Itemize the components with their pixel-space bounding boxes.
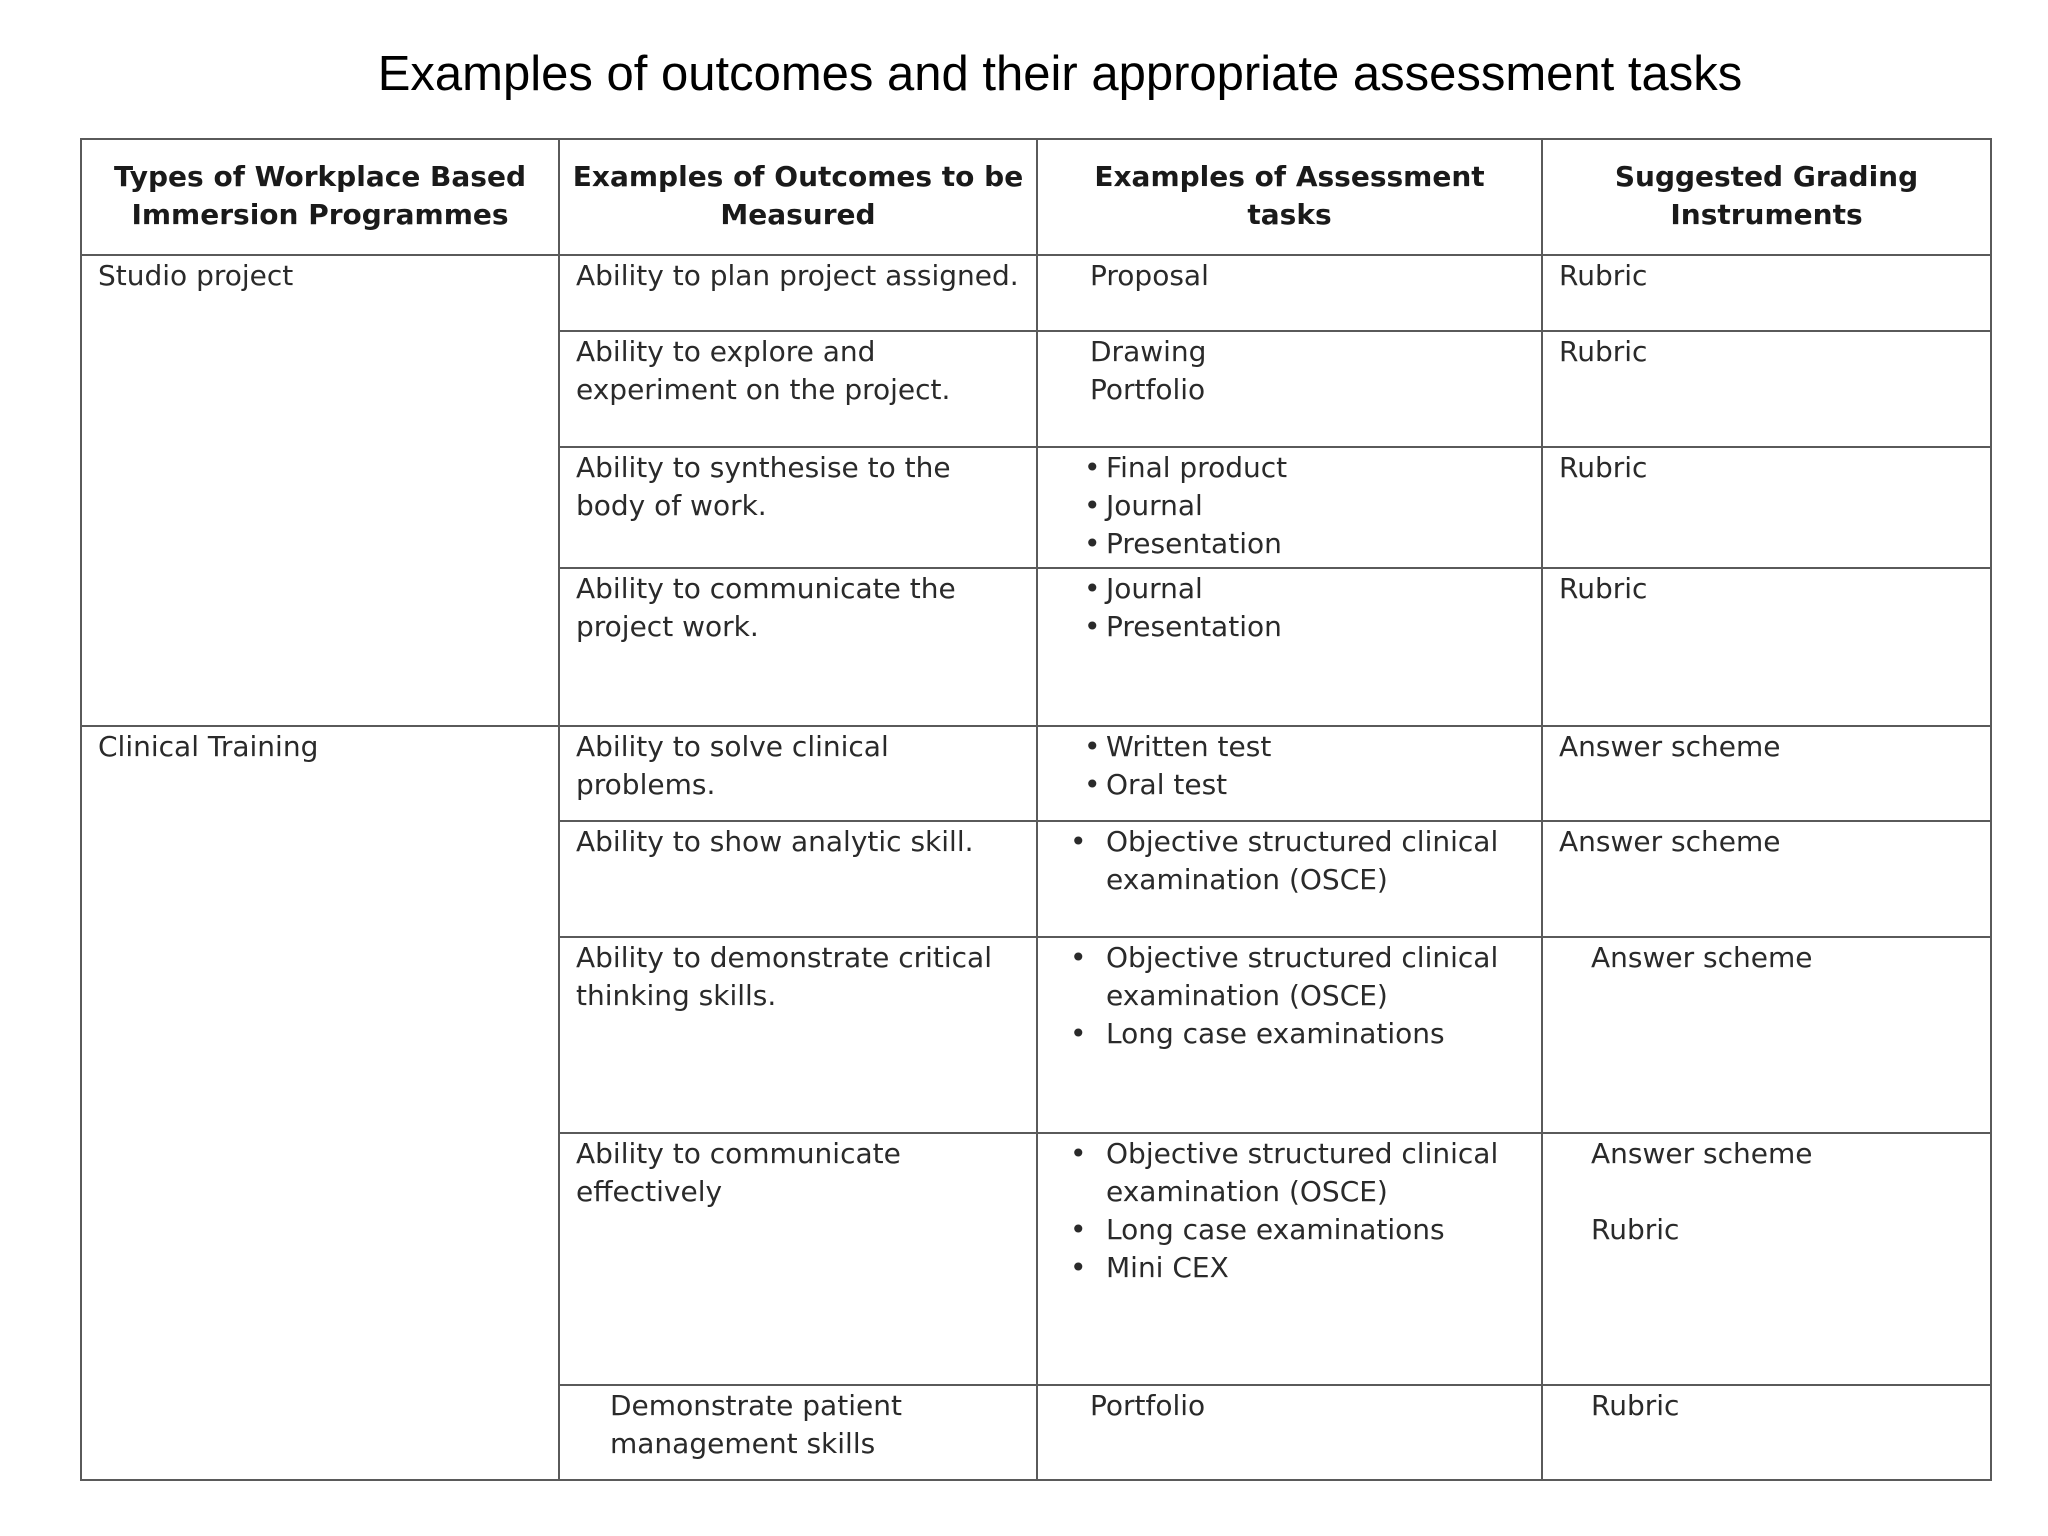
task-item: Drawing: [1090, 335, 1207, 368]
task-cell: Portfolio: [1037, 1385, 1542, 1480]
task-cell: [1037, 1133, 1542, 1385]
task-cell: Proposal: [1037, 255, 1542, 331]
bullet-icon: •: [1070, 1017, 1087, 1050]
task-item: • Journal: [1078, 487, 1525, 525]
bullet-icon: •: [1084, 572, 1101, 605]
task-cell: [1037, 447, 1542, 568]
task-item: • Presentation: [1078, 525, 1525, 563]
task-cell: [1037, 726, 1542, 821]
table-row: [81, 726, 1991, 821]
task-list: [1060, 939, 1525, 1053]
outcome-cell: Ability to communicate the project work.: [559, 568, 1037, 726]
grading-item: Answer scheme: [1591, 1137, 1813, 1170]
outcome-cell: Ability to solve clinical problems.: [559, 726, 1037, 821]
grading-cell: Answer scheme: [1542, 821, 1991, 937]
outcome-cell: Ability to synthesise to the body of work.: [559, 447, 1037, 568]
header-assessment-tasks: Examples of Assessment tasks: [1037, 139, 1542, 255]
outcome-cell: Ability to demonstrate critical thinking skills.: [559, 937, 1037, 1133]
task-cell: [1037, 937, 1542, 1133]
grading-cell: Rubric: [1542, 331, 1991, 447]
outcome-cell: Demonstrate patient management skills: [559, 1385, 1037, 1480]
task-item: • Journal: [1078, 570, 1525, 608]
bullet-icon: •: [1084, 489, 1101, 522]
grading-cell: Rubric: [1542, 568, 1991, 726]
task-item: • Written test: [1078, 728, 1525, 766]
task-item: • Final product: [1078, 449, 1525, 487]
task-item: • Mini CEX: [1060, 1249, 1525, 1287]
task-list: [1078, 570, 1525, 646]
grading-cell: Answer scheme: [1542, 937, 1991, 1133]
task-cell: [1037, 821, 1542, 937]
grading-cell: [1542, 1133, 1991, 1385]
header-programme-types: Types of Workplace Based Immersion Programmes: [81, 139, 559, 255]
task-item: Portfolio: [1090, 373, 1206, 406]
table-header-row: [81, 139, 1991, 255]
grading-cell: Rubric: [1542, 255, 1991, 331]
task-list: [1060, 1135, 1525, 1287]
outcome-cell: Ability to plan project assigned.: [559, 255, 1037, 331]
bullet-icon: •: [1084, 527, 1101, 560]
page-title: Examples of outcomes and their appropriate assessment tasks: [377, 47, 1743, 101]
task-item: • Presentation: [1078, 608, 1525, 646]
grading-item: Rubric: [1591, 1213, 1680, 1246]
outcome-cell: Ability to show analytic skill.: [559, 821, 1037, 937]
bullet-icon: •: [1070, 1251, 1087, 1284]
grading-cell: Answer scheme: [1542, 726, 1991, 821]
task-item: • Long case examinations: [1060, 1015, 1525, 1053]
bullet-icon: •: [1084, 451, 1101, 484]
outcome-cell: Ability to explore and experiment on the project.: [559, 331, 1037, 447]
task-cell: [1037, 331, 1542, 447]
bullet-icon: •: [1084, 730, 1101, 763]
bullet-icon: •: [1070, 941, 1087, 974]
programme-cell: Clinical Training: [81, 726, 559, 1480]
task-cell: [1037, 568, 1542, 726]
task-item: • Oral test: [1078, 766, 1525, 804]
bullet-icon: •: [1070, 1213, 1087, 1246]
bullet-icon: •: [1084, 768, 1101, 801]
bullet-icon: •: [1084, 610, 1101, 643]
task-item: • Objective structured clinical examination (OSCE): [1070, 941, 1499, 1012]
programme-cell: Studio project: [81, 255, 559, 726]
bullet-icon: •: [1070, 1137, 1087, 1170]
task-list: [1078, 449, 1525, 563]
table-row: [81, 255, 1991, 331]
task-list: [1060, 823, 1525, 899]
task-list: [1078, 728, 1525, 804]
grading-cell: Rubric: [1542, 447, 1991, 568]
task-item: • Objective structured clinical examination (OSCE): [1070, 1137, 1499, 1208]
outcome-cell: Ability to communicate effectively: [559, 1133, 1037, 1385]
assessment-table: [80, 138, 1992, 1481]
grading-cell: Rubric: [1542, 1385, 1991, 1480]
header-outcomes: Examples of Outcomes to be Measured: [559, 139, 1037, 255]
header-grading-instruments: Suggested Grading Instruments: [1542, 139, 1991, 255]
task-item: • Objective structured clinical examination (OSCE): [1070, 825, 1499, 896]
task-item: • Long case examinations: [1060, 1211, 1525, 1249]
bullet-icon: •: [1070, 825, 1087, 858]
